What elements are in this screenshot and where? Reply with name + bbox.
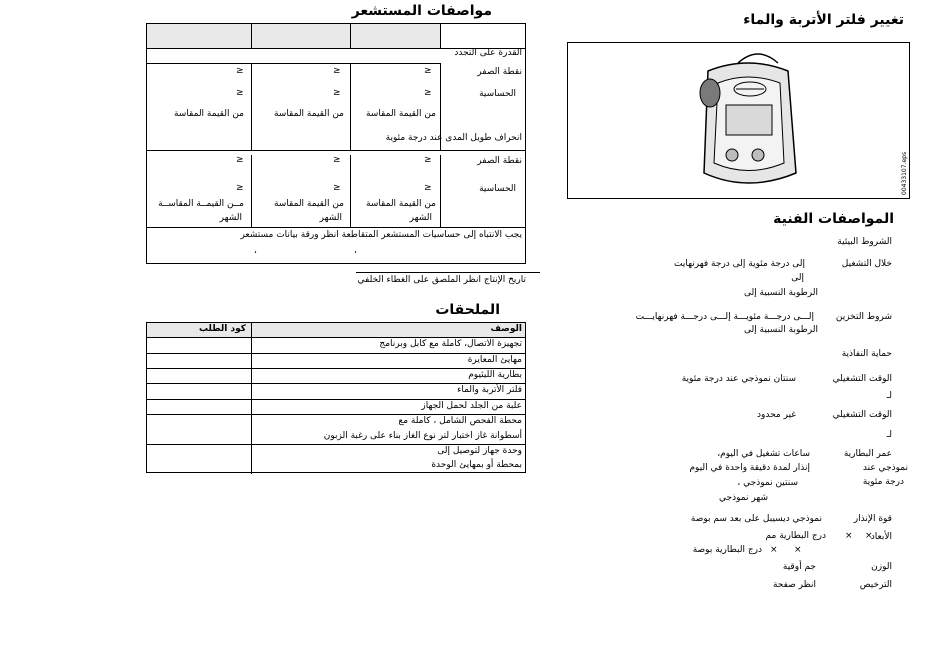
cross-sensitivity-note: يجب الانتباه إلى حساسيات المستشعر المتقاطعة انظر ورقة بيانات مستشعر <box>240 230 522 240</box>
device-figure <box>567 42 910 199</box>
operating-time-label-2: الوقت التشغيلي <box>832 410 892 420</box>
measured-value: مــن القيمــة المقاســة <box>158 199 244 209</box>
times-symbol: × <box>845 531 853 541</box>
accessory-row: فلتر الأتربة والماء <box>457 385 522 395</box>
battery-life-label-3: درجة مئوية <box>862 477 904 487</box>
per-month: الشهر <box>319 213 342 223</box>
weight-label: الوزن <box>871 562 892 572</box>
weight-value: جم أوقية <box>782 562 816 572</box>
measured-value: من القيمة المقاسة <box>173 109 244 119</box>
battery-life-line: ساعات تشغيل في اليوم، <box>717 449 810 459</box>
filter-change-title: تغيير فلتر الأتربة والماء <box>743 12 904 28</box>
battery-life-label: عمر البطارية <box>843 449 892 459</box>
operating-time-sub: لـ <box>886 391 892 401</box>
operating-time-value: سنتان نموذجي عند درجة مئوية <box>681 374 796 384</box>
zero-label: نقطة الصفر <box>477 67 522 77</box>
battery-life-label-2: نموذجي عند <box>862 463 908 473</box>
operating-range: إلى درجة مئوية إلى درجة فهرنهايت <box>674 259 805 269</box>
times-symbol: × <box>865 531 873 541</box>
storage-humidity: الرطوبة النسبية إلى <box>743 325 818 335</box>
ingress-protection-label: حماية النفاذية <box>841 349 892 359</box>
dimensions-label: الأبعاد <box>870 532 892 542</box>
measured-value: من القيمة المقاسة <box>273 109 344 119</box>
accessory-row: بطارية الليثيوم <box>468 370 522 380</box>
col-order-code: كود الطلب <box>198 324 246 334</box>
operating-time-label: الوقت التشغيلي <box>832 374 892 384</box>
gas-detector-illustration <box>568 43 909 198</box>
measured-value: من القيمة المقاسة <box>365 109 436 119</box>
ge-symbol: ≥ <box>236 155 244 165</box>
zero-label: نقطة الصفر <box>477 156 522 166</box>
operating-range-2: إلى <box>791 273 804 283</box>
technical-specs-title: المواصفات الفنية <box>773 211 894 227</box>
accessory-row: مهايئ المعايرة <box>467 355 522 365</box>
env-conditions-label: الشروط البيئية <box>837 237 892 247</box>
sensor-specs-title: مواصفات المستشعر <box>351 3 492 19</box>
operating-label: خلال التشغيل <box>841 259 892 269</box>
ge-symbol: ≥ <box>236 66 244 76</box>
times-symbol: × <box>794 545 802 555</box>
operating-time-sub-2: لـ <box>886 430 892 440</box>
per-month: الشهر <box>409 213 432 223</box>
ge-symbol: ≥ <box>333 66 341 76</box>
storage-range: إلـــى درجـــة مئويـــة إلـــى درجـــة فهرنهايـــت <box>635 312 814 322</box>
ge-symbol: ≥ <box>236 183 244 193</box>
alarm-volume-value: نموذجي ديسيبل على بعد سم بوصة <box>690 514 822 524</box>
per-month: الشهر <box>219 213 242 223</box>
accessory-row: وحدة جهاز لتوصيل إلى <box>437 446 522 456</box>
accessory-row: بمحطة أو بمهايئ الوحدة <box>431 460 522 470</box>
recal-label: القدرة على التجدد <box>454 48 522 58</box>
drift-label: انحراف طويل المدى عند درجة مئوية <box>385 133 522 143</box>
span-label: الحساسية <box>479 184 516 194</box>
span-label: الحساسية <box>479 89 516 99</box>
ge-symbol: ≥ <box>333 155 341 165</box>
accessory-row: محطة الفحص الشامل ، كاملة مع <box>398 416 522 426</box>
accessory-row: علبة من الجلد لحمل الجهاز <box>421 401 522 411</box>
ge-symbol: ≥ <box>333 88 341 98</box>
battery-life-line: شهر نموذجي <box>719 493 768 503</box>
col-description: الوصف <box>490 324 522 334</box>
storage-label: شروط التخزين <box>835 312 892 322</box>
accessory-row: أسطوانة غاز اختبار لتر نوع الغاز بناء على رغبة الزبون <box>323 431 522 441</box>
ge-symbol: ≥ <box>424 183 432 193</box>
dimensions-mm: درج البطارية مم <box>765 531 826 541</box>
comma-mark: ، <box>254 246 257 256</box>
accessories-title: الملحقات <box>435 302 500 318</box>
ge-symbol: ≥ <box>424 66 432 76</box>
operating-humidity: الرطوبة النسبية إلى <box>743 288 818 298</box>
dimensions-inch: درج البطارية بوصة <box>692 545 762 555</box>
alarm-volume-label: قوة الإنذار <box>853 514 892 524</box>
ge-symbol: ≥ <box>333 183 341 193</box>
times-symbol: × <box>770 545 778 555</box>
accessory-row: تجهيزة الاتصال، كاملة مع كابل وبرنامج <box>379 339 522 349</box>
ge-symbol: ≥ <box>424 88 432 98</box>
figure-code: 00433107.eps <box>901 151 908 195</box>
sensor-table-header <box>147 24 440 48</box>
measured-value: من القيمة المقاسة <box>365 199 436 209</box>
battery-life-line: سنتين نموذجي ، <box>737 478 798 488</box>
battery-life-line: إنذار لمدة دقيقة واحدة في اليوم <box>689 463 810 473</box>
ge-symbol: ≥ <box>236 88 244 98</box>
measured-value: من القيمة المقاسة <box>273 199 344 209</box>
operating-time-value-2: غير محدود <box>757 410 796 420</box>
approvals-value: انظر صفحة <box>772 580 816 590</box>
production-date: تاريخ الإنتاج انظر الملصق على الغطاء الخلفي <box>357 275 526 285</box>
comma-mark: ، <box>354 246 357 256</box>
ge-symbol: ≥ <box>424 155 432 165</box>
approvals-label: الترخيص <box>859 580 892 590</box>
